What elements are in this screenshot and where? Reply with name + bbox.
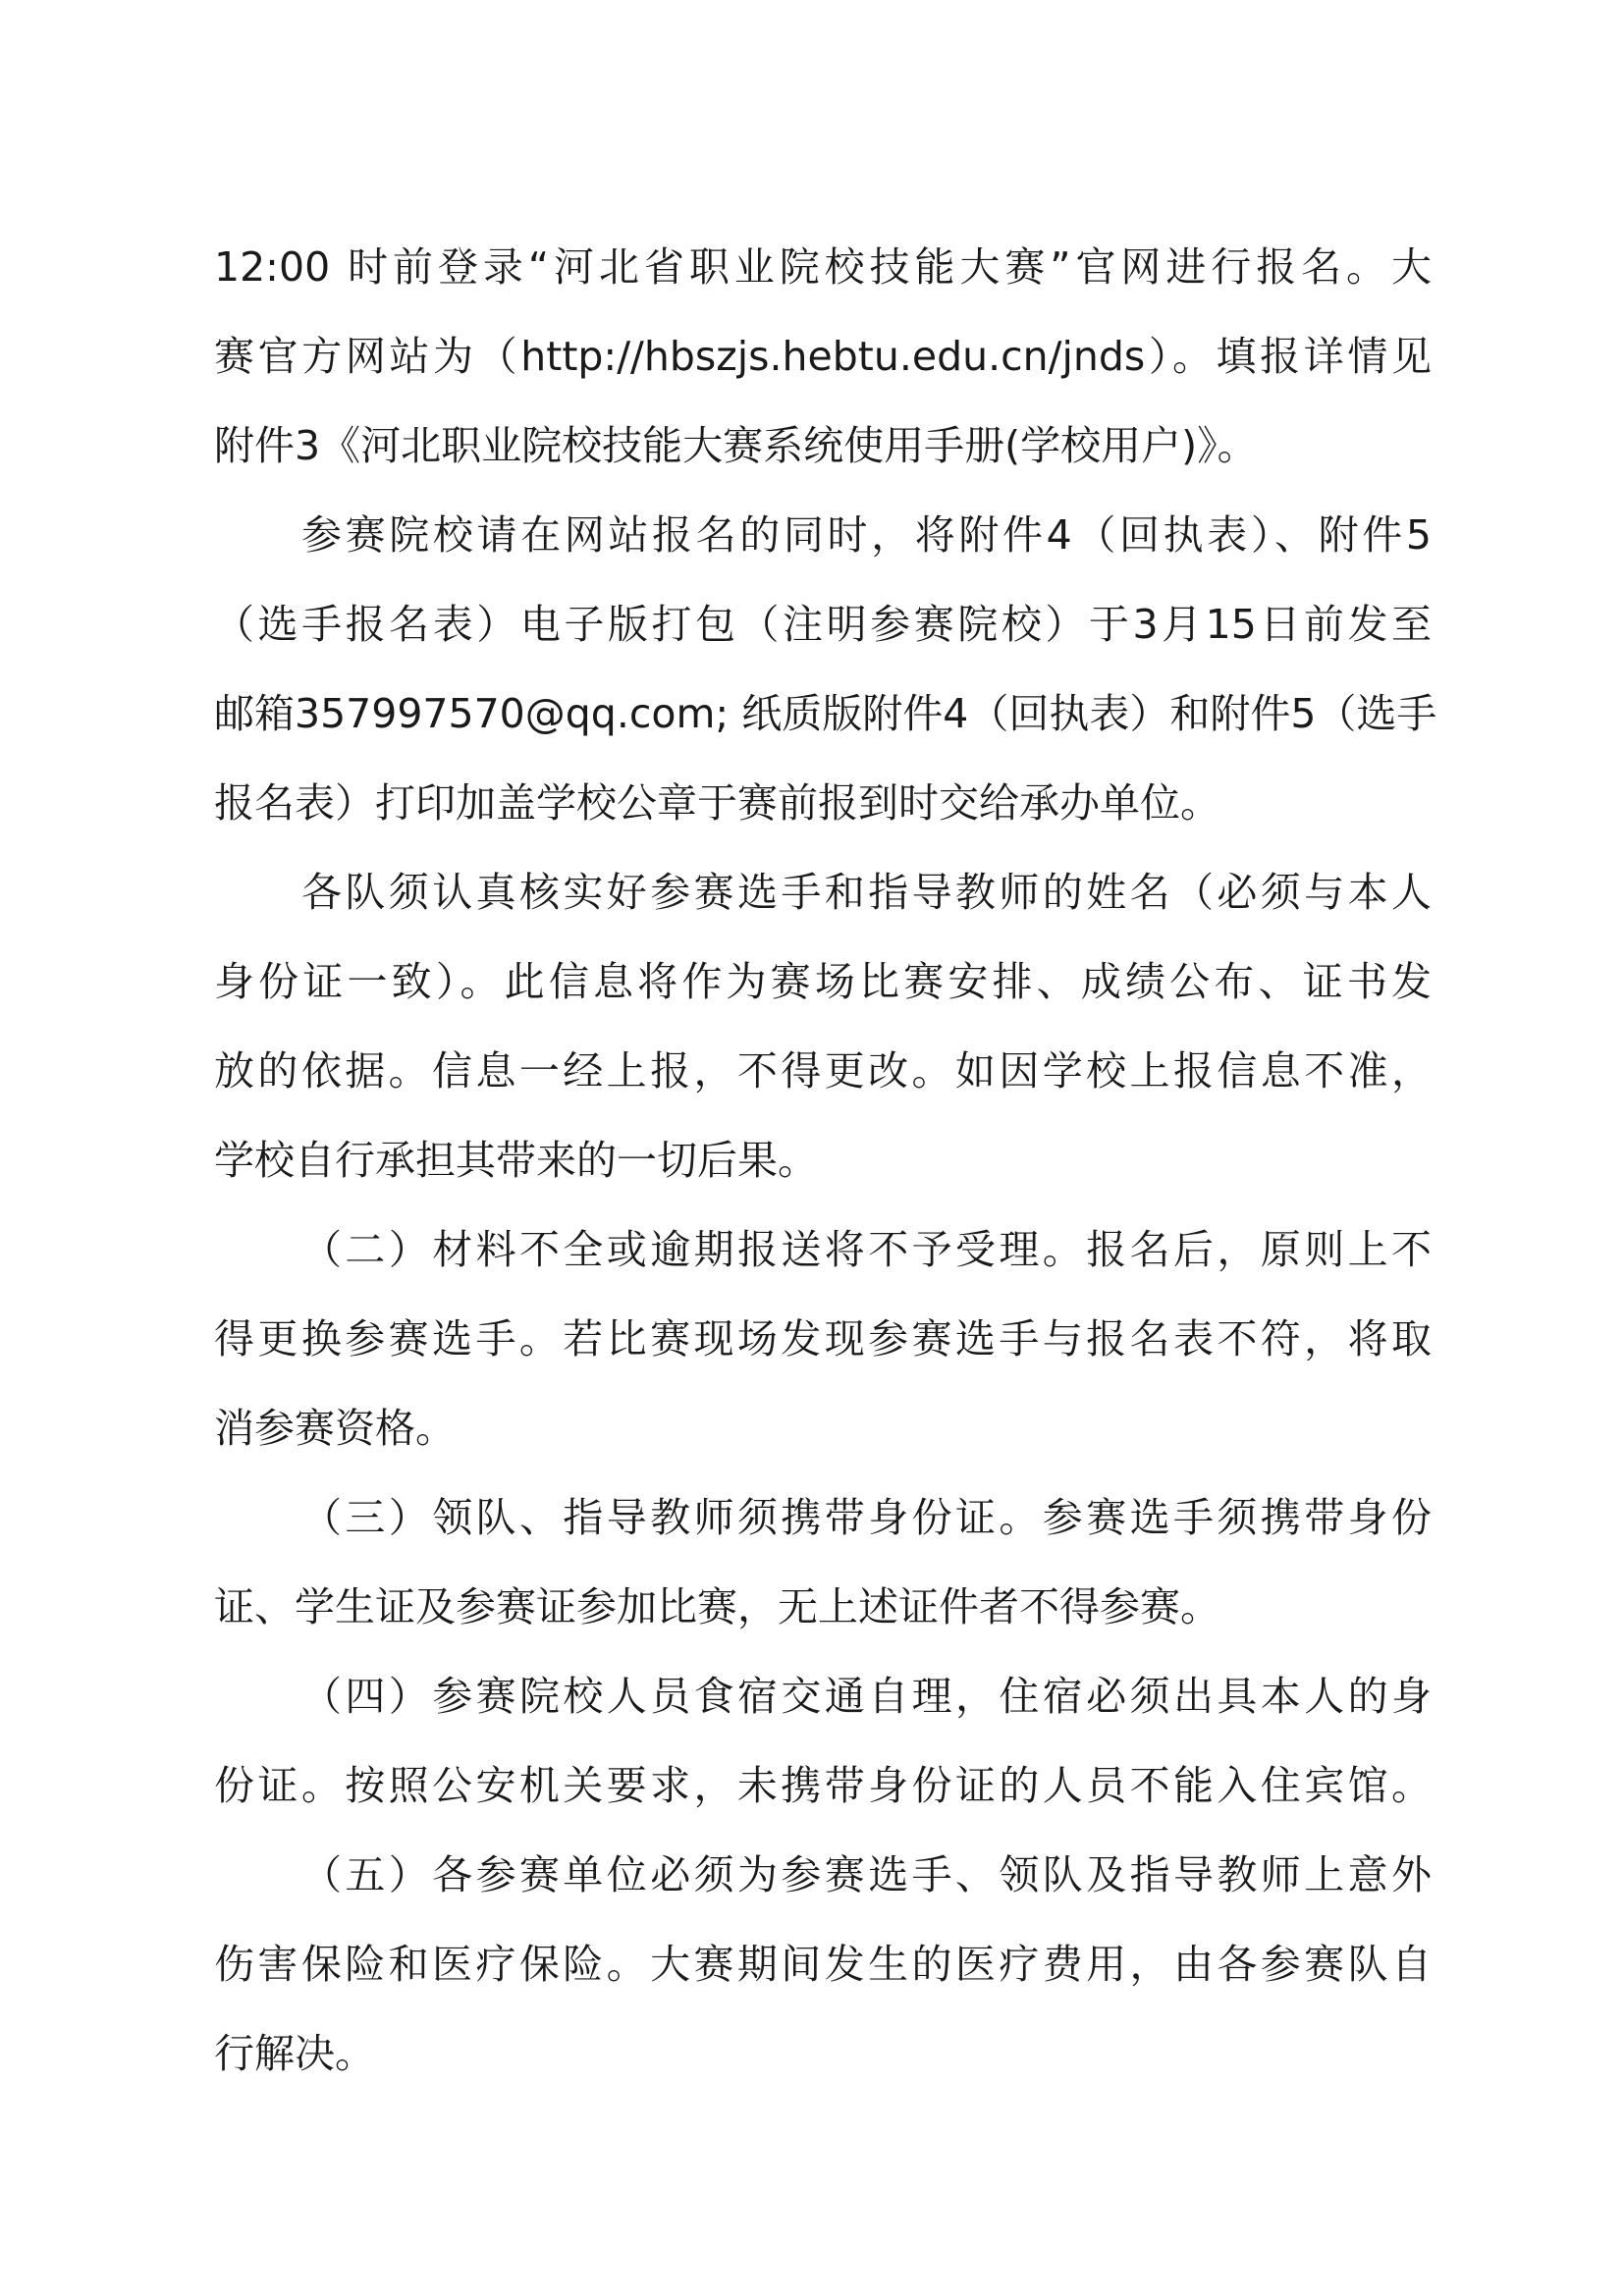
text-line: 附件3《河北职业院校技能大赛系统使用手册(学校用户)》。 — [214, 422, 1258, 469]
text-line: 12:00 时前登录“河北省职业院校技能大赛”官网进行报名。大 — [214, 243, 1432, 291]
text-line: 份证。按照公安机关要求，未携带身份证的人员不能入住宾馆。 — [214, 1762, 1432, 1809]
text-line: 行解决。 — [214, 2030, 375, 2077]
text-line: （四）参赛院校人员食宿交通自理，住宿必须出具本人的身 — [301, 1673, 1432, 1720]
text-line: 学校自行承担其带来的一切后果。 — [214, 1137, 818, 1184]
text-line: 参赛院校请在网站报名的同时，将附件4（回执表）、附件5 — [301, 511, 1432, 559]
text-line: 得更换参赛选手。若比赛现场发现参赛选手与报名表不符，将取 — [214, 1315, 1432, 1362]
text-line: 伤害保险和医疗保险。大赛期间发生的医疗费用，由各参赛队自 — [214, 1941, 1432, 1988]
text-line: （二）材料不全或逾期报送将不予受理。报名后，原则上不 — [301, 1226, 1432, 1273]
text-line: （三）领队、指导教师须携带身份证。参赛选手须携带身份 — [301, 1494, 1432, 1541]
text-line: 放的依据。信息一经上报，不得更改。如因学校上报信息不准， — [214, 1047, 1432, 1095]
text-line: 各队须认真核实好参赛选手和指导教师的姓名（必须与本人 — [301, 869, 1432, 916]
text-line: 报名表）打印加盖学校公章于赛前报到时交给承办单位。 — [214, 779, 1220, 827]
text-line: 赛官方网站为（http://hbszjs.hebtu.edu.cn/jnds）。填报详情见 — [214, 333, 1432, 380]
text-line: 身份证一致）。此信息将作为赛场比赛安排、成绩公布、证书发 — [214, 958, 1432, 1005]
text-line: 邮箱357997570@qq.com; 纸质版附件4（回执表）和附件5（选手 — [214, 690, 1437, 737]
text-line: 消参赛资格。 — [214, 1405, 456, 1452]
text-line: （五）各参赛单位必须为参赛选手、领队及指导教师上意外 — [301, 1851, 1432, 1898]
text-line: 证、学生证及参赛证参加比赛，无上述证件者不得参赛。 — [214, 1583, 1220, 1630]
text-line: （选手报名表）电子版打包（注明参赛院校）于3月15日前发至 — [214, 601, 1432, 648]
